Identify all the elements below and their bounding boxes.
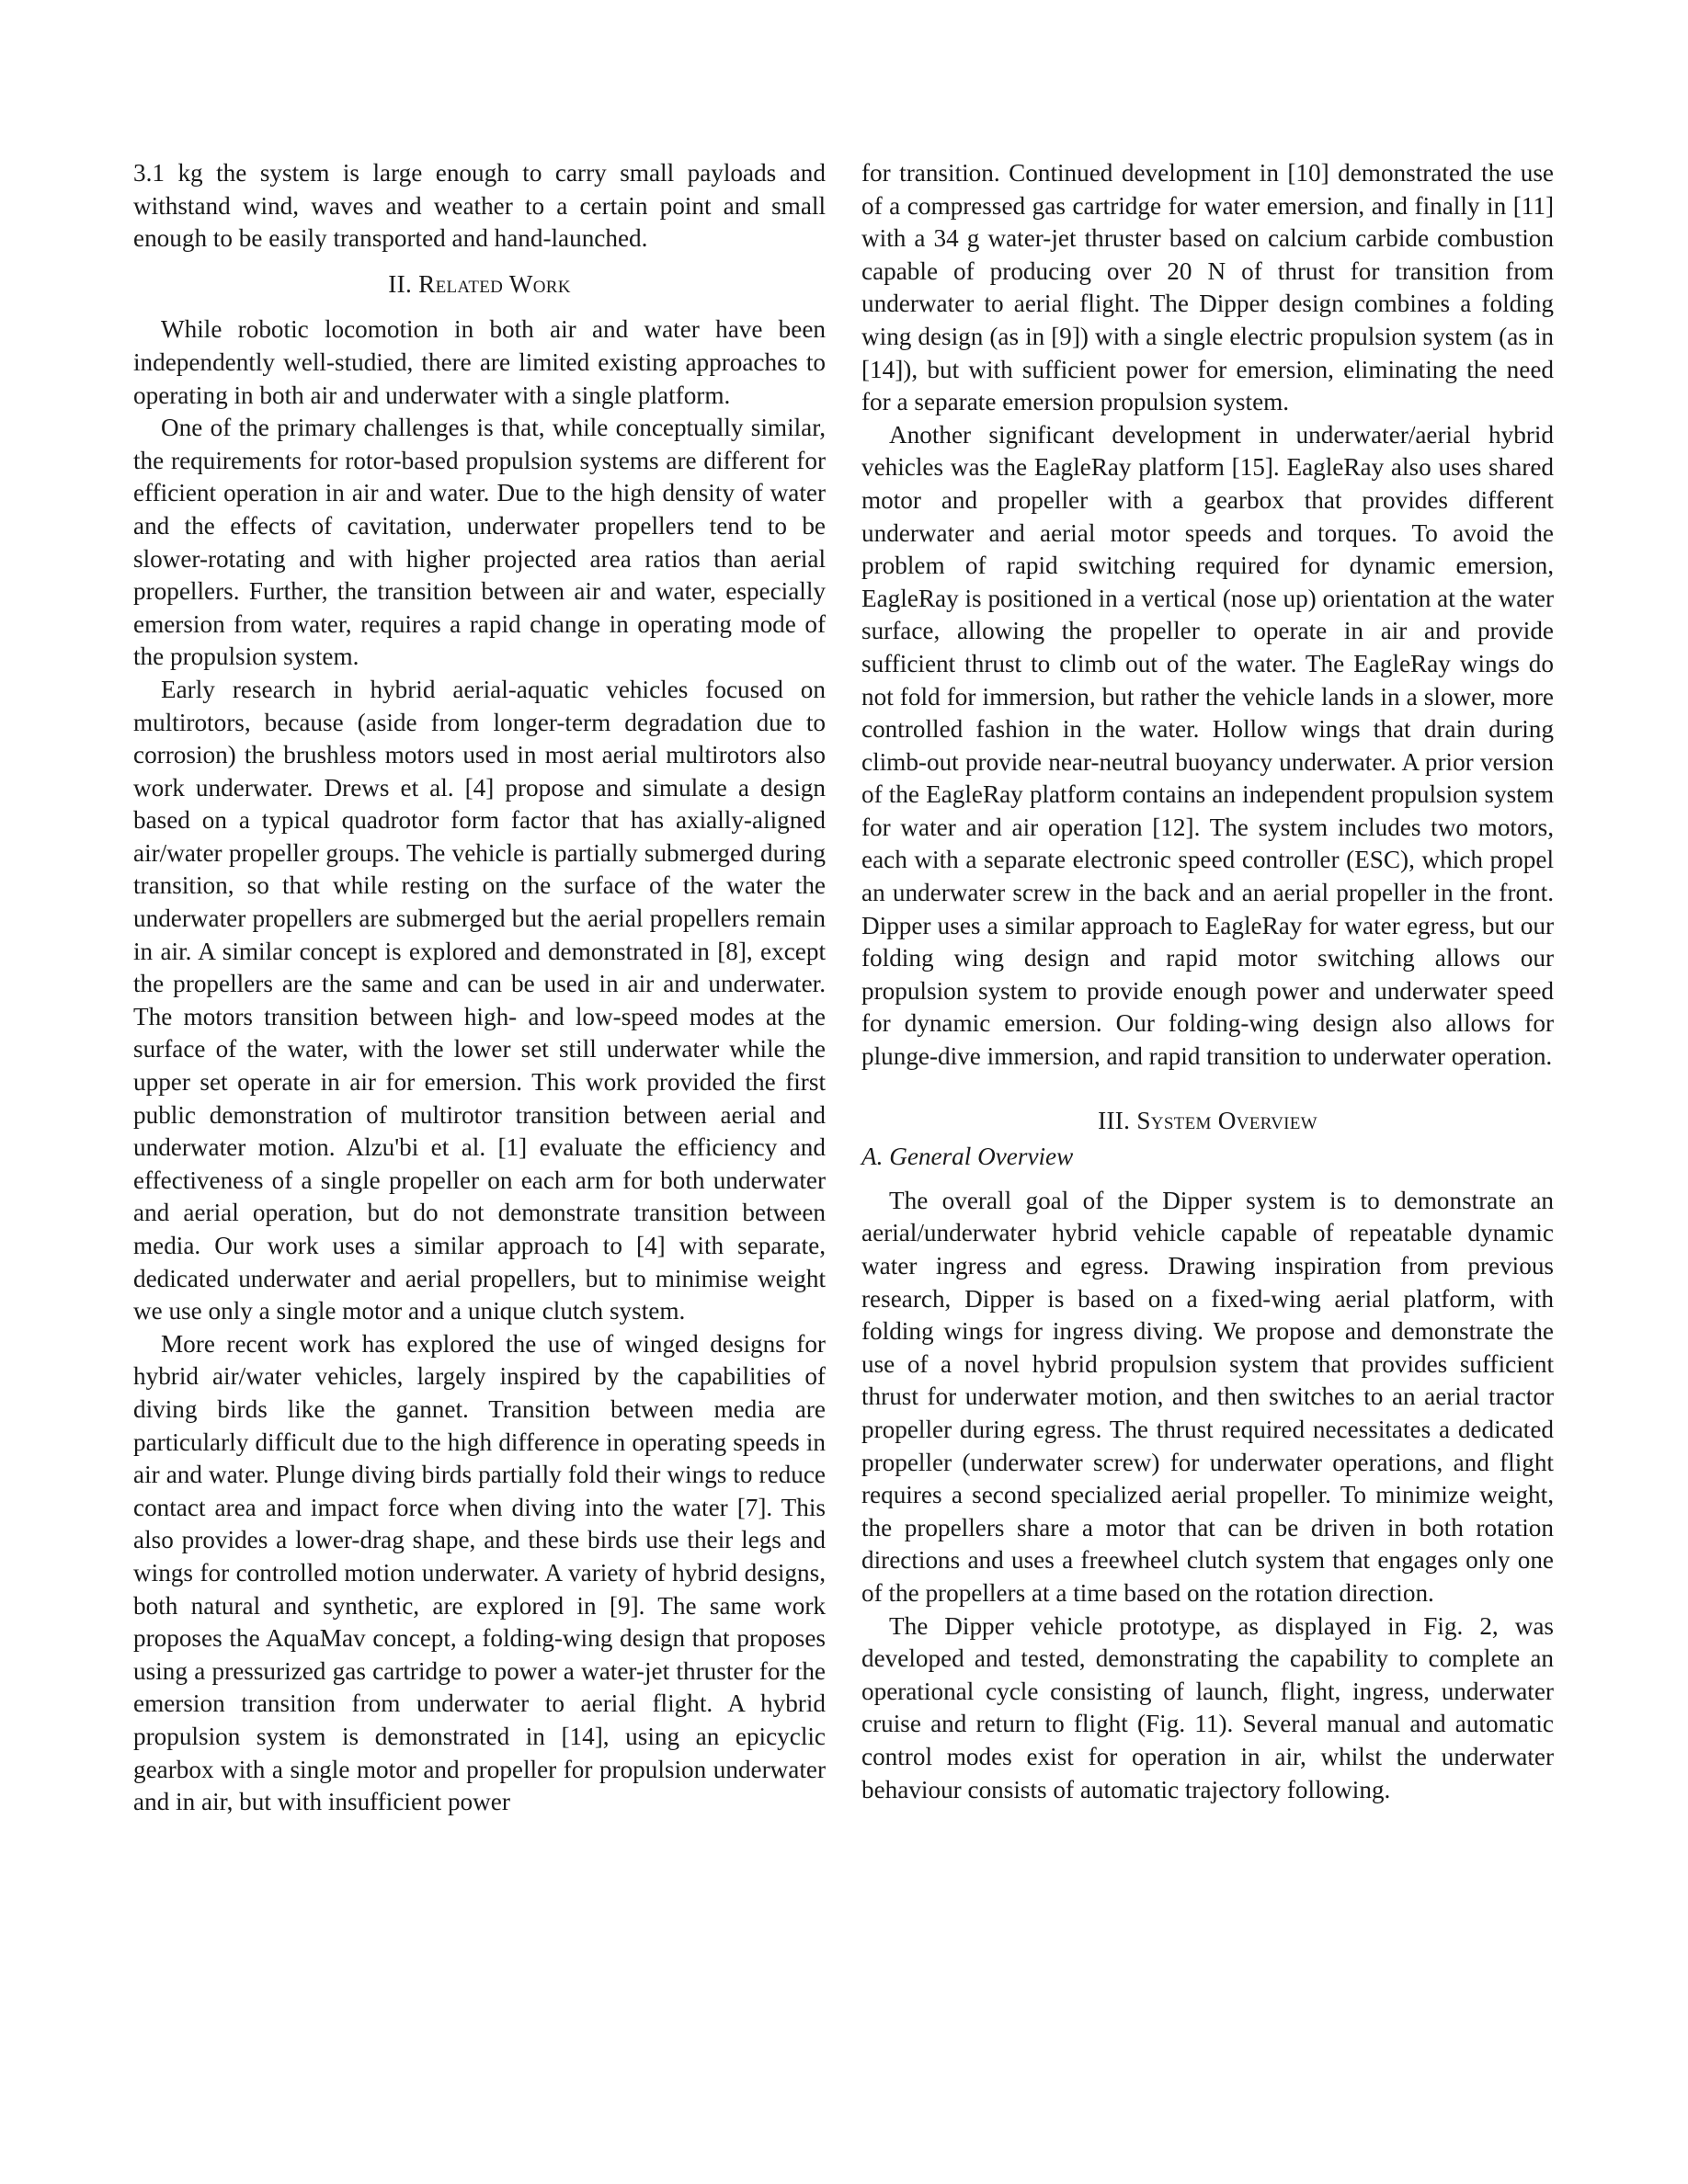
related-work-paragraph: Early research in hybrid aerial-aquatic vehicles focused on multirotors, because (aside from longer-term degradation due to corrosion) the brushless motors used in most aerial multirotors also work underwater. Drews et al. [4] propose and simulate a design based on a typical quadrotor form factor that has axially-aligned air/water propeller groups. The vehicle is partially submerged during transition, so that while resting on the surface of the water the underwater propellers are submerged but the aerial propellers remain in air. A similar concept is explored and demonstrated in [8], except the propellers are the same and can be used in air and underwater. The motors transition between high- and low-speed modes at the surface of the water, with the lower set still underwater while the upper set operate in air for emersion. This work provided the first public demonstration of multirotor transition between aerial and underwater motion. Alzu'bi et al. [1] evaluate the efficiency and effectiveness of a single propeller on each arm for both underwater and aerial operation, but do not demonstrate transition between media. Our work uses a similar approach to [4] with separate, dedicated underwater and aerial propellers, but to minimise weight we use only a single motor and a unique clutch system. [133,675,826,1325]
related-work-paragraph: While robotic locomotion in both air and water have been independently well-studied, there are limited existing approaches to operating in both air and underwater with a single platform. [133,315,826,409]
section-number: II. [388,269,413,298]
general-overview-paragraph: The overall goal of the Dipper system is to demonstrate an aerial/underwater hybrid vehicle capable of repeatable dynamic water ingress and egress. Drawing inspiration from previous research, Dipper is based on a fixed-wing aerial platform, with folding wings for ingress diving. We propose and demonstrate the use of a novel hybrid propulsion system that provides sufficient thrust for underwater motion, and then switches to an aerial tractor propeller during egress. The thrust required necessitates a dedicated propeller (underwater screw) for underwater operations, and flight requires a second specialized aerial propeller. To minimize weight, the propellers share a motor that can be driven in both rotation directions and uses a freewheel clutch system that engages only one of the propellers at a time based on the rotation direction. [861,1186,1554,1607]
subsection-label: A. [861,1143,884,1171]
section-heading-related-work [133,268,826,301]
right-column [861,157,1554,1806]
related-work-paragraph: One of the primary challenges is that, while conceptually similar, the requirements for rotor-based propulsion systems are different for efficient operation in air and water. Due to the high density of water and the effects of cavitation, underwater propellers tend to be slower-rotating and with higher projected area ratios than aerial propellers. Further, the transition between air and water, especially emersion from water, requires a rapid change in operating mode of the propulsion system. [133,414,826,671]
section-title: System Overview [1136,1106,1317,1134]
subsection-title: General Overview [889,1143,1074,1171]
related-work-paragraph: More recent work has explored the use of winged designs for hybrid air/water vehicles, largely inspired by the capabilities of diving birds like the gannet. Transition between media are particularly difficult due to the high difference in operating speeds in air and water. Plunge diving birds partially fold their wings to reduce contact area and impact force when diving into the water [7]. This also provides a lower-drag shape, and these birds use their legs and wings for controlled motion underwater. A variety of hybrid designs, both natural and synthetic, are explored in [9]. The same work proposes the AquaMav concept, a folding-wing design that proposes using a pressurized gas cartridge to power a water-jet thruster for the emersion transition from underwater to aerial flight. A hybrid propulsion system is demonstrated in [14], using an epicyclic gearbox with a single motor and propeller for propulsion underwater and in air, but with insufficient power [133,1329,826,1816]
section-number: III. [1098,1106,1131,1134]
general-overview-paragraph: The Dipper vehicle prototype, as displayed in Fig. 2, was developed and tested, demonstrating the capability to complete an operational cycle consisting of launch, flight, ingress, underwater cruise and return to flight (Fig. 11). Several manual and automatic control modes exist for operation in air, whilst the underwater behaviour consists of automatic trajectory following. [861,1611,1554,1803]
section-title: Related Work [418,269,571,298]
related-work-continuation-paragraph: for transition. Continued development in [10] demonstrated the use of a compressed gas cartridge for water emersion, and finally in [11] with a 34 g water-jet thruster based on calcium carbide combustion capable of producing over 20 N of thrust for transition from underwater to aerial flight. The Dipper design combines a folding wing design (as in [9]) with a single electric propulsion system (as in [14]), but with sufficient power for emersion, eliminating the need for a separate emersion propulsion system. [861,159,1554,416]
subsection-heading-general-overview [861,1141,1554,1174]
related-work-paragraph: Another significant development in underwater/aerial hybrid vehicles was the EagleRay platform [15]. EagleRay also uses shared motor and propeller with a gearbox that provides different underwater and aerial motor speeds and torques. To avoid the problem of rapid switching required for dynamic emersion, EagleRay is positioned in a vertical (nose up) orientation at the water surface, allowing the propeller to operate in air and provide sufficient thrust to climb out of the water. The EagleRay wings do not fold for immersion, but rather the vehicle lands in a slower, more controlled fashion in the water. Hollow wings that drain during climb-out provide near-neutral buoyancy underwater. A prior version of the EagleRay platform contains an independent propulsion system for water and air operation [12]. The system includes two motors, each with a separate electronic speed controller (ESC), which propel an underwater screw in the back and an aerial propeller in the front. Dipper uses a similar approach to EagleRay for water egress, but our folding wing design and rapid motor switching allows our propulsion system to provide enough power and underwater speed for dynamic emersion. Our folding-wing design also allows for plunge-dive immersion, and rapid transition to underwater operation. [861,420,1554,1071]
intro-continuation-paragraph: 3.1 kg the system is large enough to carry small payloads and withstand wind, waves and weather to a certain point and small enough to be easily transported and hand-launched. [133,159,826,253]
section-heading-system-overview [861,1105,1554,1138]
left-column [133,157,826,1819]
